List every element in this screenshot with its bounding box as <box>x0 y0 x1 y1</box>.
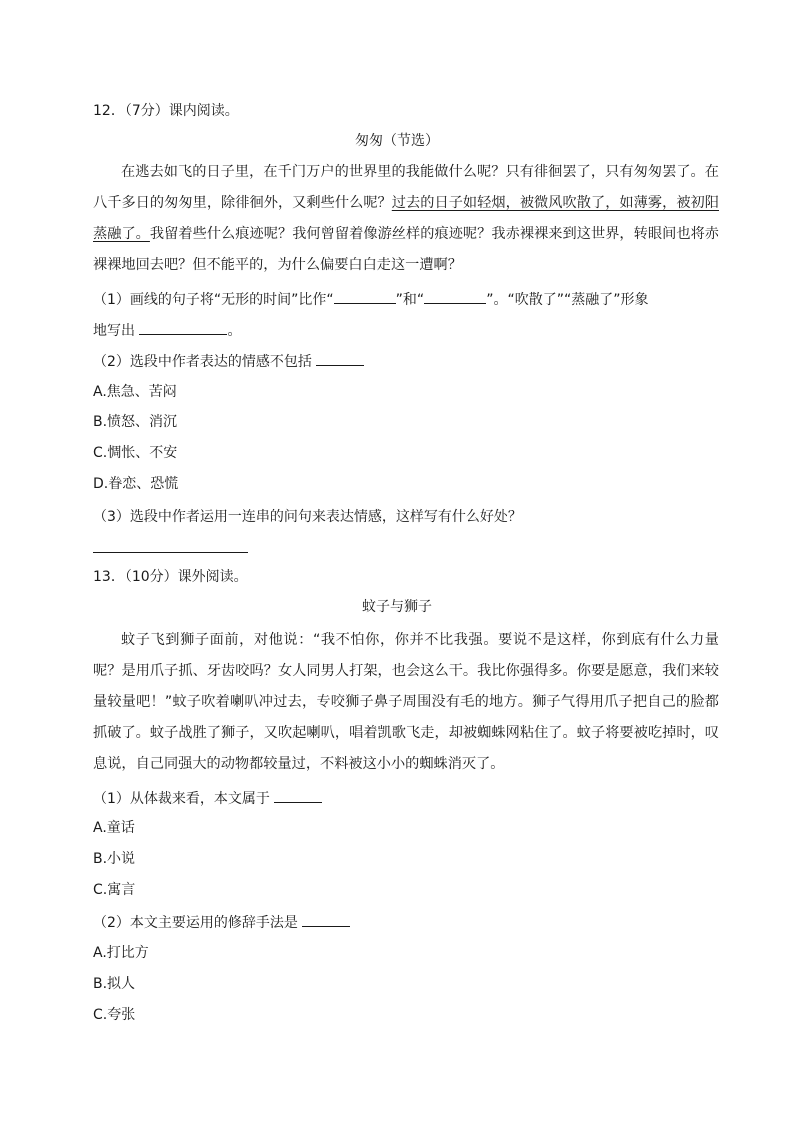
q12-sub2-option-b[interactable]: B.愤怒、消沉 <box>93 414 178 430</box>
q13-sub2-option-c[interactable]: C.夸张 <box>93 1007 136 1023</box>
q12-sub2-option-d[interactable]: D.眷恋、恐慌 <box>93 476 179 492</box>
q13-sub1-option-c[interactable]: C.寓言 <box>93 882 136 898</box>
q12-passage-title: 匆匆（节选） <box>355 133 439 149</box>
q12-sub1-blank3[interactable] <box>139 320 227 335</box>
q12-sub2-option-c[interactable]: C.惆怅、不安 <box>93 445 178 461</box>
q13-sub2-option-b[interactable]: B.拟人 <box>93 976 136 992</box>
q12-sub1-blank2[interactable] <box>424 289 486 304</box>
q12-sub1-text-a: （1）画线的句子将“无形的时间”比作“ <box>93 292 334 308</box>
q13-sub1-text: （1）从体裁来看，本文属于 <box>93 791 270 807</box>
q12-sub2-blank[interactable] <box>316 351 364 366</box>
q12-sub1-text-e: 。 <box>227 323 242 339</box>
q13-sub1-option-a[interactable]: A.童话 <box>93 820 135 836</box>
q12-sub1-text-b: ”和“ <box>395 292 425 308</box>
q12-header: 12．（7分）课内阅读。 <box>93 103 239 119</box>
q13-sub1-option-b[interactable]: B.小说 <box>93 851 136 867</box>
q13-header: 13．（10分）课外阅读。 <box>93 569 248 585</box>
q12-sub2-option-a[interactable]: A.焦急、苦闷 <box>93 384 177 400</box>
q12-sub1-text-c: ”。“吹散了”“蒸融了”形象 <box>486 292 649 308</box>
q12-passage-text-a: 在逃去如飞的日子里，在千门万户的世界里的我能做什么呢？只有徘徊罢了，只有匆匆罢了。在八千多日的匆匆里，除徘徊外，又剩些什么呢？ <box>93 164 719 211</box>
q12-passage <box>93 157 719 281</box>
q12-sub2 <box>93 351 364 372</box>
q13-passage: 蚊子飞到狮子面前，对他说：“我不怕你，你并不比我强。要说不是这样，你到底有什么力量呢？是用爪子抓、牙齿咬吗？女人同男人打架，也会这么干。我比你强得多。你要是愿意，我们来较量较量吧！”蚊子吹着喇叭冲过去，专咬狮子鼻子周围没有毛的地方。狮子气得用爪子把自己的脸都抓破了。蚊子战胜了狮子，又吹起喇叭，唱着凯歌飞走，却被蜘蛛网粘住了。蚊子将要被吃掉时，叹息说，自己同强大的动物都较量过，不料被这小小的蜘蛛消灭了。 <box>93 632 719 772</box>
q13-passage-title: 蚊子与狮子 <box>362 599 432 615</box>
q13-sub1-blank[interactable] <box>274 788 322 803</box>
q12-sub1-line2 <box>93 320 241 341</box>
q13-sub2-text: （2）本文主要运用的修辞手法是 <box>93 915 298 931</box>
q12-sub3: （3）选段中作者运用一连串的问句来表达情感，这样写有什么好处？ <box>93 509 522 525</box>
q12-underlined-sentence: 过去的日子如轻烟，被微风吹散了，如薄雾，被初阳蒸融了。 <box>93 195 719 242</box>
q13-sub2-blank[interactable] <box>302 912 350 927</box>
q12-passage-text-b: 我留着些什么痕迹呢？我何曾留着像游丝样的痕迹呢？我赤裸裸来到这世界，转眼间也将赤裸裸地回去吧？但不能平的，为什么偏要白白走这一遭啊？ <box>93 226 719 273</box>
q12-sub1-blank1[interactable] <box>334 289 396 304</box>
q12-sub3-answer-line[interactable] <box>93 552 248 553</box>
q13-sub2-option-a[interactable]: A.打比方 <box>93 945 149 961</box>
q12-sub2-text: （2）选段中作者表达的情感不包括 <box>93 354 312 370</box>
q12-sub1-text-d: 地写出 <box>93 323 135 339</box>
q13-sub1 <box>93 788 322 809</box>
q12-sub1-line1 <box>93 289 648 310</box>
q13-sub2 <box>93 912 350 933</box>
